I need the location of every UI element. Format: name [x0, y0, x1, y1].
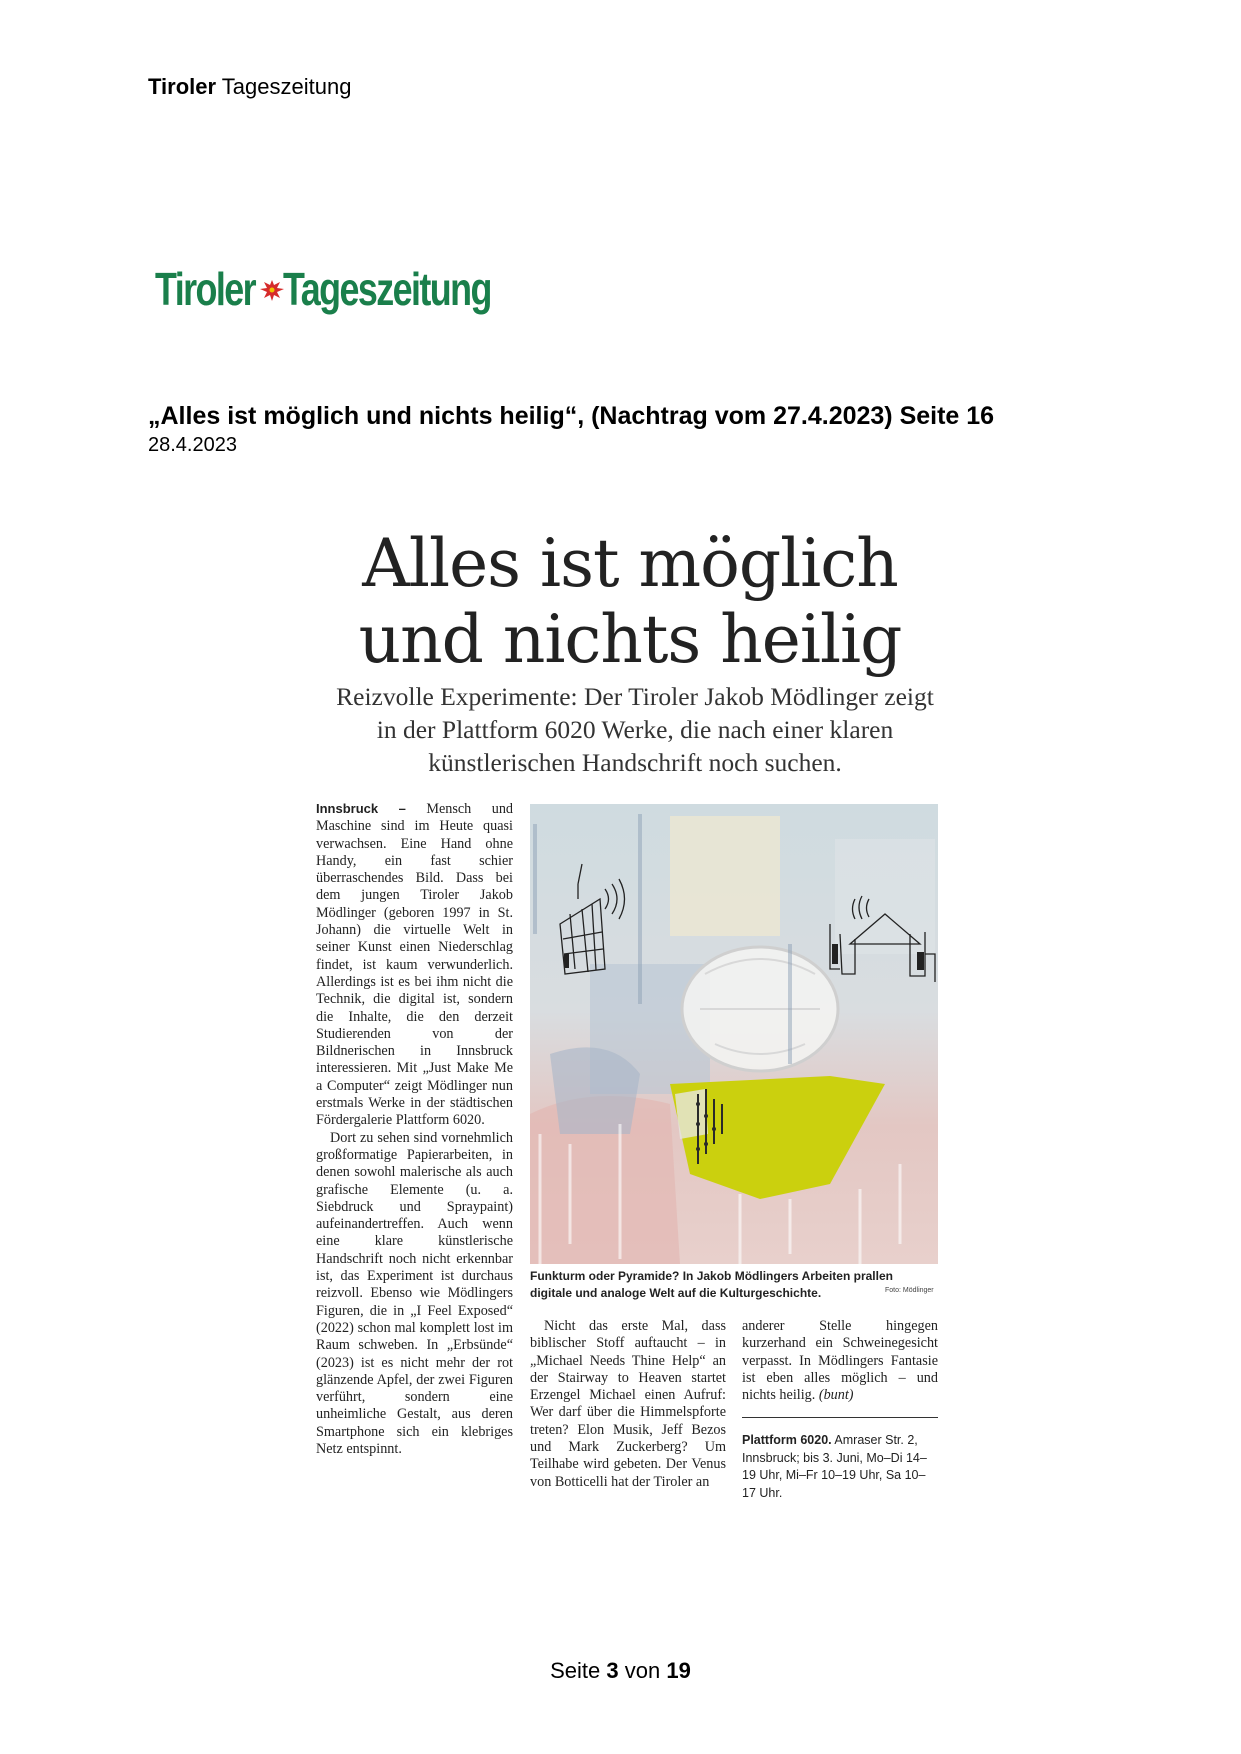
header-brand-bold: Tiroler: [148, 74, 217, 99]
info-divider: [742, 1417, 938, 1418]
document-title: „Alles ist möglich und nichts heilig“, (Nachtrag vom 27.4.2023) Seite 16: [148, 402, 995, 430]
exhibition-info: [742, 1432, 938, 1502]
footer-page-number: 3: [606, 1658, 619, 1683]
article-column-2: [530, 1318, 726, 1491]
photo-credit: Foto: Mödlinger: [885, 1287, 934, 1294]
page-footer: [0, 1658, 1241, 1684]
footer-total-pages: 19: [666, 1658, 691, 1683]
column-3-text: anderer Stelle hingegen kurzerhand ein Schweinegesicht verpasst. In Mödlingers Fantasie ist eben alles möglich – und nichts heilig.: [742, 1318, 938, 1404]
dateline-location: Innsbruck –: [316, 801, 406, 816]
logo-part2: Tageszeitung: [283, 263, 491, 315]
footer-middle: von: [624, 1658, 661, 1683]
footer-prefix: Seite: [550, 1658, 601, 1683]
headline-line-2: und nichts heilig: [358, 601, 902, 678]
eagle-icon: [258, 276, 286, 304]
newspaper-logo: [155, 262, 495, 322]
column-1-paragraph-2: Dort zu sehen sind vornehmlich großformatige Papierarbeiten, in denen sowohl malerische als auch grafische Elemente (u. a. Siebdruck und Spraypaint) aufeinandertreffen. Auch wenn eine klare künstlerische Handschrift noch nicht erkennbar ist, das Experiment ist durchaus reizvoll. Ebenso wie Mödlingers Figuren, die in „I Feel Exposed“ (2022) schon mal komplett lost im Raum schweben. In „Erbsünde“ (2023) ist es nicht mehr der rot glänzende Apfel, der zwei Figuren verführt, sondern eine unheimliche Gestalt, aus deren Smartphone sich ein klebriges Netz entspinnt.: [316, 1129, 513, 1457]
column-1-text-1: Mensch und Maschine sind im Heute quasi verwachsen. Eine Hand ohne Handy, ein fast schier überraschendes Bild. Dass bei dem jungen Tiroler Jakob Mödlinger (geboren 1997 in St. Johann) die virtuelle Welt in seiner Kunst einen Niederschlag findet, ist kaum verwunderlich. Allerdings ist es bei ihm nicht die Technik, die digital ist, sondern die Inhalte, die den derzeit Studierenden von der Bildnerischen in Innsbruck interessieren. Mit „Just Make Me a Computer“ zeigt Mödlinger nun erstmals Werke in der städtischen Fördergalerie Plattform 6020.: [316, 801, 514, 1129]
document-date: 28.4.2023: [148, 434, 237, 456]
info-venue: Plattform 6020.: [742, 1433, 832, 1447]
subheadline: Reizvolle Experimente: Der Tiroler Jakob Mödlinger zeigt in der Plattform 6020 Werke, die nach einer klaren künstlerischen Handschrift noch suchen.: [336, 682, 934, 777]
newspaper-header: [148, 74, 351, 100]
article-column-3: [742, 1318, 938, 1404]
column-2-paragraph-1: Nicht das erste Mal, dass biblischer Stoff auftaucht – in „Michael Needs Thine Help“ an der Stairway to Heaven startet Erzengel Michael einen Aufruf: Wer darf über die Himmelspforte treten? Elon Musik, Jeff Bezos und Mark Zuckerberg? Um Teilhabe wird gebeten. Der Venus von Botticelli hat der Tiroler an: [530, 1318, 726, 1490]
header-brand-rest: Tageszeitung: [221, 74, 352, 99]
photo-caption: Funkturm oder Pyramide? In Jakob Mödlingers Arbeiten prallen digitale und analoge Welt auf die Kulturgeschichte.: [530, 1269, 893, 1300]
author-initials: (bunt): [818, 1387, 854, 1404]
column-1-paragraph-1: [316, 800, 513, 1130]
logo-part1: Tiroler: [155, 263, 256, 315]
artwork-photo: [530, 804, 938, 1264]
info-details: Amraser Str. 2, Innsbruck; bis 3. Juni, Mo–Di 14–19 Uhr, Mi–Fr 10–19 Uhr, Sa 10–17 Uhr.: [742, 1433, 927, 1500]
column-3-paragraph-1: [742, 1318, 938, 1404]
article-column-1: [316, 800, 513, 1458]
headline-line-1: Alles ist möglich: [362, 525, 898, 602]
